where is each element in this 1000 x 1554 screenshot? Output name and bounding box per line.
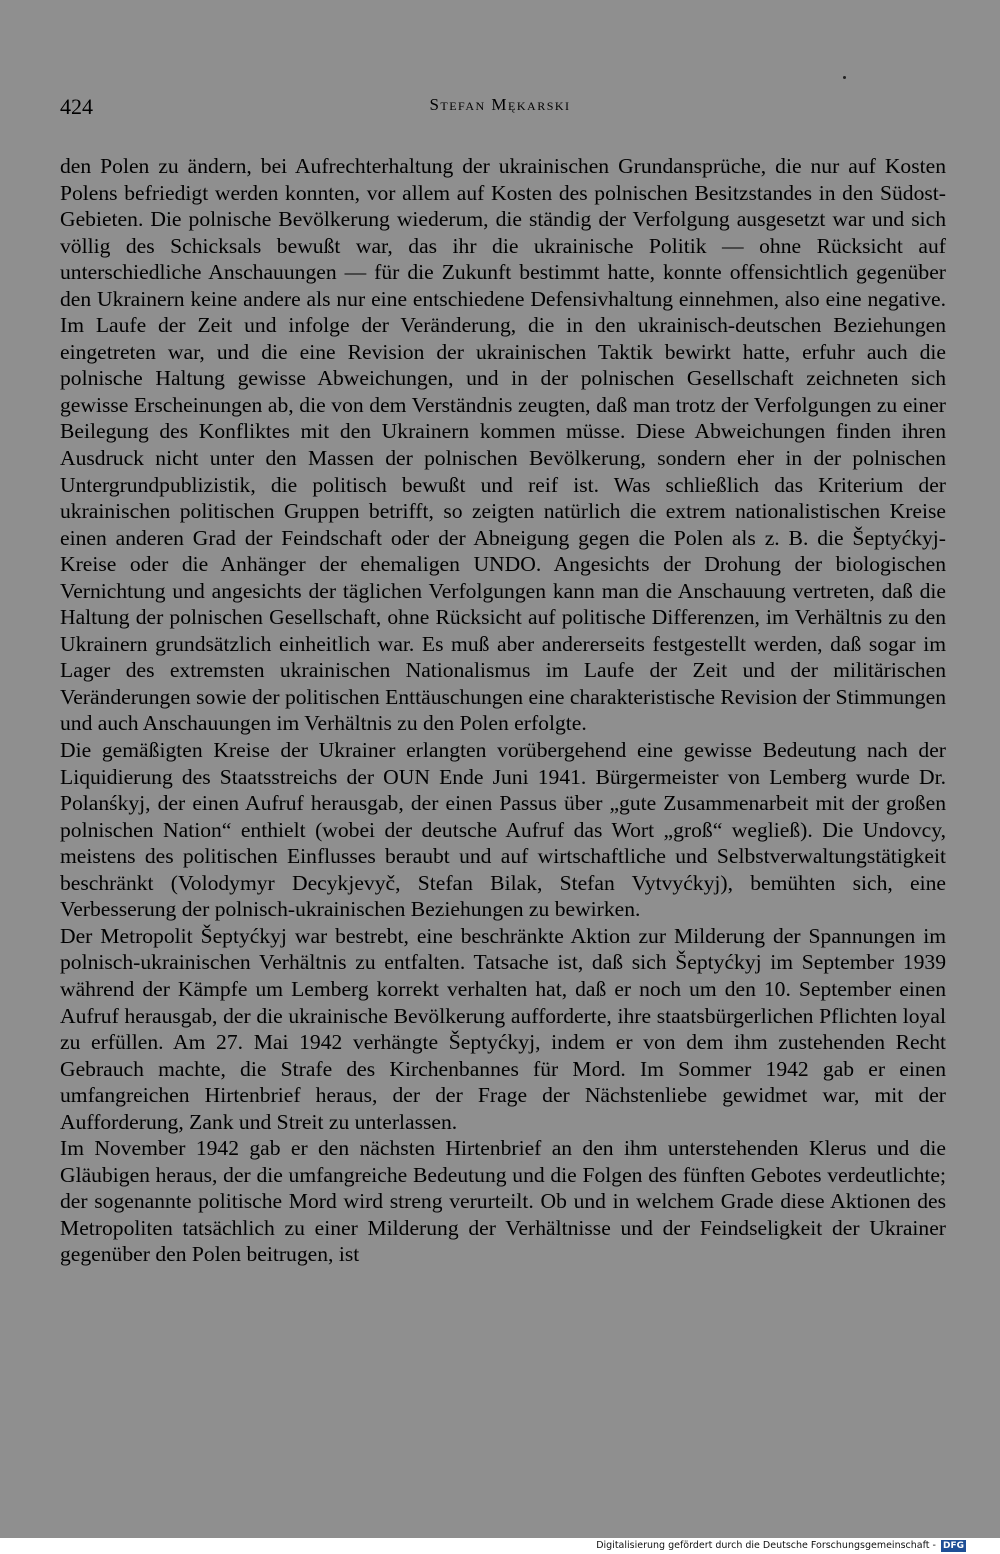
body-text xyxy=(60,153,946,1268)
dfg-logo-icon: DFG xyxy=(942,1540,964,1551)
paragraph: Die gemäßigten Kreise der Ukrainer erlangten vorübergehend eine gewisse Bedeutung nach der Liquidierung des Staatsstreichs der OUN Ende Juni 1941. Bürgermeister von Lemberg wurde Dr. Polanśkyj, der einen Aufruf herausgab, der einen Passus über „gute Zusammenarbeit mit der großen polnischen Nation“ enthielt (wobei der deutsche Aufruf das Wort „groß“ wegließ). Die Undovcy, meistens des politischen Einflusses beraubt und auf wirtschaftliche und Selbstverwaltungstätigkeit beschränkt (Volodymyr Decykjevyč, Stefan Bilak, Stefan Vytvyćkyj), bemühten sich, eine Verbesserung der polnisch-ukrainischen Beziehungen zu bewirken. xyxy=(60,738,946,922)
scan-speck xyxy=(843,76,846,79)
paragraph: Der Metropolit Šeptyćkyj war bestrebt, eine beschränkte Aktion zur Milderung der Spannungen im polnisch-ukrainischen Verhältnis zu entfalten. Tatsache ist, daß sich Šeptyćkyj im September 1939 während der Kämpfe um Lemberg korrekt verhalten hat, daß er noch um den 10. September einen Aufruf herausgab, der die ukrainische Bevölkerung aufforderte, ihre staatsbürgerlichen Pflichten loyal zu erfüllen. Am 27. Mai 1942 verhängte Šeptyćkyj, indem er von dem ihm zustehenden Recht Gebrauch machte, die Strafe des Kirchenbannes für Mord. Im Sommer 1942 gab er einen umfangreichen Hirtenbrief heraus, der der Frage der Nächstenliebe gewidmet war, mit der Aufforderung, Zank und Streit zu unterlassen. xyxy=(60,923,946,1134)
digitization-footer xyxy=(596,1539,966,1553)
running-head-author: Stefan Mękarski xyxy=(429,95,571,114)
footer-text: Digitalisierung gefördert durch die Deutsche Forschungsgemeinschaft - xyxy=(596,1540,936,1551)
page-number: 424 xyxy=(60,94,93,119)
paragraph: den Polen zu ändern, bei Aufrechterhaltung der ukrainischen Grundansprüche, die nur auf Kosten Polens befriedigt werden konnten, vor allem auf Kosten des polnischen Besitzstandes in den Südost-Gebieten. Die polnische Bevölkerung wiederum, die ständig der Verfolgung ausgesetzt war und sich völlig des Schicksals bewußt war, das ihr die ukrainische Politik — ohne Rücksicht auf unterschiedliche Anschauungen — für die Zukunft bestimmt hatte, konnte offensichtlich gegenüber den Ukrainern keine andere als nur eine entschiedene Defensivhaltung einnehmen, also eine negative. Im Laufe der Zeit und infolge der Veränderung, die in den ukrainisch-deutschen Beziehungen eingetreten war, und die eine Revision der ukrainischen Taktik bewirkt hatte, erfuhr auch die polnische Haltung gewisse Abweichungen, und in der polnischen Gesellschaft zeichneten sich gewisse Erscheinungen ab, die von dem Verständnis zeugten, daß man trotz der Verfolgungen zu einer Beilegung des Konfliktes mit den Ukrainern kommen müsse. Diese Abweichungen finden ihren Ausdruck nicht unter den Massen der polnischen Bevölkerung, sondern eher in der polnischen Untergrundpublizistik, die politisch bewußt und reif ist. Was schließlich das Kriterium der ukrainischen politischen Gruppen betrifft, so zeigten natürlich die extrem nationalistischen Kreise einen anderen Grad der Feindschaft oder der Abneigung gegen die Polen als z. B. die Šeptyćkyj-Kreise oder die Anhänger der ehemaligen UNDO. Angesichts der Drohung der biologischen Vernichtung und angesichts der täglichen Verfolgungen kann man die Anschauung vertreten, daß die Haltung der polnischen Gesellschaft, ohne Rücksicht auf politische Differenzen, im Verhältnis zu den Ukrainern grundsätzlich einheitlich war. Es muß aber andererseits festgestellt werden, daß sogar im Lager des extremsten ukrainischen Nationalismus im Laufe der Zeit und der militärischen Veränderungen sowie der politischen Enttäuschungen eine charakteristische Revision der Stimmungen und auch Anschauungen im Verhältnis zu den Polen erfolgte. xyxy=(60,154,946,736)
paragraph: Im November 1942 gab er den nächsten Hirtenbrief an den ihm unterstehenden Klerus und die Gläubigen heraus, der die umfangreiche Bedeutung und die Folgen des fünften Gebotes verdeutlichte; der sogenannte politische Mord wird streng verurteilt. Ob und in welchem Grade diese Aktionen des Metropoliten tatsächlich zu einer Milderung der Verhältnisse und der Feindseligkeit der Ukrainer gegenüber den Polen beitrugen, ist xyxy=(60,1136,946,1267)
